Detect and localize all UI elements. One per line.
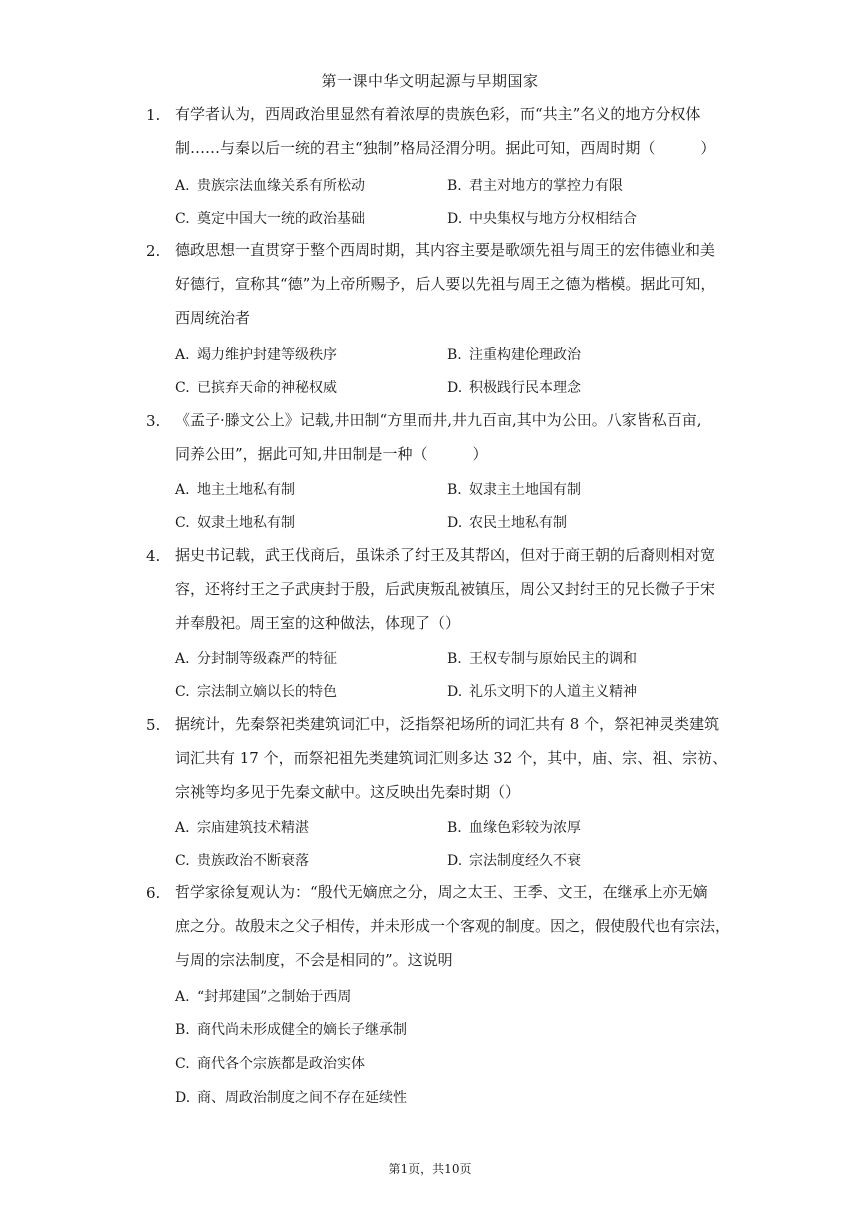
question-number: 1.	[146, 106, 161, 124]
option-d[interactable]	[447, 850, 581, 870]
option-letter: B.	[447, 347, 462, 363]
option-text: 血缘色彩较为浓厚	[469, 820, 581, 836]
option-a[interactable]	[175, 175, 365, 195]
question-text-line: 有学者认为，西周政治里显然有着浓厚的贵族色彩，而“共主”名义的地方分权体	[175, 105, 701, 123]
question-number: 6.	[146, 884, 161, 902]
option-letter: D.	[447, 380, 463, 396]
question-text-line: 哲学家徐复观认为：“殷代无嫡庶之分，周之太王、王季、文王，在继承上亦无嫡	[175, 883, 708, 901]
option-text: 王权专制与原始民主的调和	[469, 651, 637, 667]
question-text-line: 容，还将纣王之子武庚封于殷，后武庚叛乱被镇压，周公又封纣王的兄长微子于宋	[175, 580, 716, 598]
option-b[interactable]	[447, 479, 581, 499]
option-d[interactable]	[447, 377, 581, 397]
option-letter: B.	[447, 820, 462, 836]
option-text: 奴隶主土地国有制	[469, 482, 581, 498]
question-text-line: 宗祧等均多见于先秦文献中。这反映出先秦时期（）	[175, 783, 521, 801]
option-letter: A.	[175, 651, 190, 667]
option-a[interactable]	[175, 648, 337, 668]
option-text: 贵族政治不断衰落	[197, 853, 309, 869]
question-text-line: 《孟子·滕文公上》记载,井田制“方里而井,井九百亩,其中为公田。八家皆私百亩,	[175, 411, 702, 429]
question-text-line: 西周统治者	[175, 309, 251, 327]
page-title: 第一课中华文明起源与早期国家	[321, 72, 539, 90]
option-letter: D.	[175, 1090, 191, 1106]
option-text: 已摈弃天命的神秘权威	[197, 380, 337, 396]
option-c[interactable]	[175, 1053, 365, 1073]
option-letter: A.	[175, 989, 190, 1005]
option-c[interactable]	[175, 208, 365, 228]
question-text-line: 并奉殷祀。周王室的这种做法，体现了（）	[175, 614, 461, 632]
option-text: 商代各个宗族都是政治实体	[197, 1056, 365, 1072]
option-c[interactable]	[175, 850, 309, 870]
option-d[interactable]	[447, 208, 637, 228]
question-text-line: 制……与秦以后一统的君主“独制”格局泾渭分明。据此可知，西周时期（ ）	[175, 139, 716, 157]
option-letter: D.	[447, 853, 463, 869]
option-letter: B.	[175, 1022, 190, 1038]
option-letter: C.	[175, 380, 190, 396]
option-text: 宗庙建筑技术精湛	[197, 820, 309, 836]
question-number: 4.	[146, 547, 161, 565]
option-letter: D.	[447, 211, 463, 227]
option-d[interactable]	[447, 512, 567, 532]
option-text: 奠定中国大一统的政治基础	[197, 211, 365, 227]
option-letter: C.	[175, 515, 190, 531]
question-text-line: 好德行，宣称其“德”为上帝所赐予，后人要以先祖与周王之德为楷模。据此可知，	[175, 275, 716, 293]
question-text-line: 据史书记载，武王伐商后，虽诛杀了纣王及其帮凶，但对于商王朝的后裔则相对宽	[175, 546, 716, 564]
question-text-line: 与周的宗法制度，不会是相同的”。这说明	[175, 951, 453, 969]
option-letter: A.	[175, 482, 190, 498]
option-letter: C.	[175, 853, 190, 869]
option-letter: C.	[175, 684, 190, 700]
question-number: 3.	[146, 412, 161, 430]
option-d[interactable]	[175, 1087, 407, 1107]
option-text: 贵族宗法血缘关系有所松动	[197, 178, 365, 194]
option-d[interactable]	[447, 681, 637, 701]
option-text: 商代尚未形成健全的嫡长子继承制	[197, 1022, 407, 1038]
option-letter: C.	[175, 211, 190, 227]
question-text-line: 词汇共有 17 个，而祭祀祖先类建筑词汇则多达 32 个，其中，庙、宗、祖、宗祊、	[175, 749, 728, 767]
option-b[interactable]	[175, 1019, 407, 1039]
option-letter: A.	[175, 347, 190, 363]
option-b[interactable]	[447, 175, 623, 195]
option-a[interactable]	[175, 344, 337, 364]
option-text: 奴隶土地私有制	[197, 515, 295, 531]
option-text: 宗法制立嫡以长的特色	[197, 684, 337, 700]
option-text: 中央集权与地方分权相结合	[469, 211, 637, 227]
option-letter: A.	[175, 178, 190, 194]
page-footer: 第1页，共10页	[388, 1162, 472, 1176]
option-letter: B.	[447, 178, 462, 194]
option-a[interactable]	[175, 817, 309, 837]
option-letter: D.	[447, 515, 463, 531]
option-b[interactable]	[447, 648, 637, 668]
option-letter: D.	[447, 684, 463, 700]
option-a[interactable]	[175, 986, 351, 1006]
option-text: 宗法制度经久不衰	[469, 853, 581, 869]
option-c[interactable]	[175, 512, 295, 532]
option-letter: B.	[447, 482, 462, 498]
option-text: 注重构建伦理政治	[469, 347, 581, 363]
option-text: 地主土地私有制	[197, 482, 295, 498]
option-letter: B.	[447, 651, 462, 667]
question-number: 5.	[146, 716, 161, 734]
option-b[interactable]	[447, 344, 581, 364]
question-text-line: 同养公田”，据此可知,井田制是一种（ ）	[175, 445, 488, 463]
option-c[interactable]	[175, 377, 337, 397]
option-text: 积极践行民本理念	[469, 380, 581, 396]
option-text: 农民土地私有制	[469, 515, 567, 531]
question-text-line: 据统计，先秦祭祀类建筑词汇中，泛指祭祀场所的词汇共有 8 个，祭祀神灵类建筑	[175, 715, 720, 733]
option-c[interactable]	[175, 681, 337, 701]
option-text: 商、周政治制度之间不存在延续性	[197, 1090, 407, 1106]
question-text-line: 德政思想一直贯穿于整个西周时期，其内容主要是歌颂先祖与周王的宏伟德业和美	[175, 241, 716, 259]
option-b[interactable]	[447, 817, 581, 837]
option-letter: C.	[175, 1056, 190, 1072]
option-text: 分封制等级森严的特征	[197, 651, 337, 667]
question-text-line: 庶之分。故殷末之父子相传，并未形成一个客观的制度。因之，假使殷代也有宗法，	[175, 917, 731, 935]
option-text: 礼乐文明下的人道主义精神	[469, 684, 637, 700]
option-letter: A.	[175, 820, 190, 836]
question-number: 2.	[146, 242, 161, 260]
option-text: “封邦建国”之制始于西周	[197, 989, 352, 1005]
option-text: 君主对地方的掌控力有限	[469, 178, 623, 194]
option-text: 竭力维护封建等级秩序	[197, 347, 337, 363]
option-a[interactable]	[175, 479, 295, 499]
